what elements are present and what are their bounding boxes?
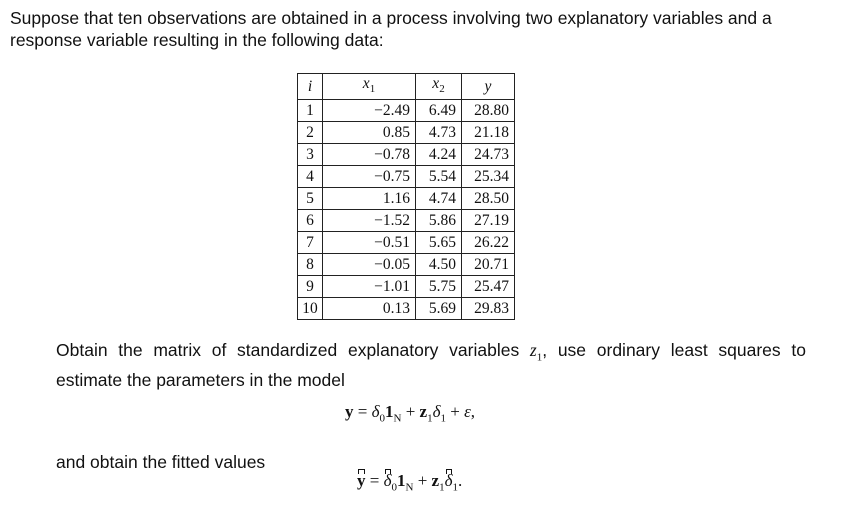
- header-y: y: [462, 74, 515, 100]
- table-row: [298, 166, 515, 188]
- cell-x2: 4.74: [416, 188, 462, 210]
- task-text-part: , use ordinary least squares to estimate the parameters in the model: [56, 340, 806, 390]
- cell-y: 25.47: [462, 276, 515, 298]
- cell-y: 26.22: [462, 232, 515, 254]
- table-row: [298, 100, 515, 122]
- table-header-row: [298, 74, 515, 100]
- cell-i: 6: [298, 210, 323, 232]
- table-row: [298, 298, 515, 320]
- model-equation: $y = \delta_01_N + z_1\delta_1 + \varepsilon$,: [345, 402, 476, 425]
- fitted-equation: $y = \delta_01_N + z_1\delta_1$.: [357, 471, 463, 494]
- cell-x1: −2.49: [323, 100, 416, 122]
- cell-i: 1: [298, 100, 323, 122]
- header-x2: $x_2$: [416, 74, 462, 100]
- header-i: i: [298, 74, 323, 100]
- cell-x2: 4.50: [416, 254, 462, 276]
- cell-x2: 5.69: [416, 298, 462, 320]
- cell-x2: 4.73: [416, 122, 462, 144]
- cell-x2: 5.54: [416, 166, 462, 188]
- var-z: $z_1$: [529, 340, 543, 364]
- cell-x1: −0.05: [323, 254, 416, 276]
- cell-y: 24.73: [462, 144, 515, 166]
- cell-y: 21.18: [462, 122, 515, 144]
- task-text: [56, 339, 806, 391]
- cell-y: 29.83: [462, 298, 515, 320]
- fitted-intro: and obtain the fitted values: [56, 452, 266, 472]
- table-row: [298, 232, 515, 254]
- table-row: [298, 254, 515, 276]
- cell-i: 8: [298, 254, 323, 276]
- cell-x1: −1.01: [323, 276, 416, 298]
- table-row: [298, 188, 515, 210]
- cell-i: 4: [298, 166, 323, 188]
- cell-i: 9: [298, 276, 323, 298]
- cell-x2: 5.65: [416, 232, 462, 254]
- cell-i: 2: [298, 122, 323, 144]
- table-row: [298, 276, 515, 298]
- cell-y: 25.34: [462, 166, 515, 188]
- cell-x1: −0.75: [323, 166, 416, 188]
- cell-x2: 5.75: [416, 276, 462, 298]
- cell-x1: −1.52: [323, 210, 416, 232]
- cell-y: 27.19: [462, 210, 515, 232]
- data-table-container: [297, 73, 515, 320]
- cell-i: 7: [298, 232, 323, 254]
- problem-intro: Suppose that ten observations are obtained in a process involving two explanatory variables and a response variable resulting in the following data:: [10, 8, 772, 50]
- cell-y: 28.50: [462, 188, 515, 210]
- header-x1: $x_1$: [323, 74, 416, 100]
- task-text-part: Obtain the matrix of standardized explanatory variables: [56, 340, 530, 360]
- cell-x1: 0.85: [323, 122, 416, 144]
- cell-x1: 1.16: [323, 188, 416, 210]
- cell-x2: 6.49: [416, 100, 462, 122]
- cell-i: 3: [298, 144, 323, 166]
- data-table: [297, 73, 515, 320]
- cell-x2: 5.86: [416, 210, 462, 232]
- cell-x1: −0.51: [323, 232, 416, 254]
- cell-i: 10: [298, 298, 323, 320]
- cell-y: 28.80: [462, 100, 515, 122]
- cell-x1: −0.78: [323, 144, 416, 166]
- table-row: [298, 210, 515, 232]
- table-row: [298, 144, 515, 166]
- cell-x2: 4.24: [416, 144, 462, 166]
- table-row: [298, 122, 515, 144]
- cell-i: 5: [298, 188, 323, 210]
- cell-x1: 0.13: [323, 298, 416, 320]
- cell-y: 20.71: [462, 254, 515, 276]
